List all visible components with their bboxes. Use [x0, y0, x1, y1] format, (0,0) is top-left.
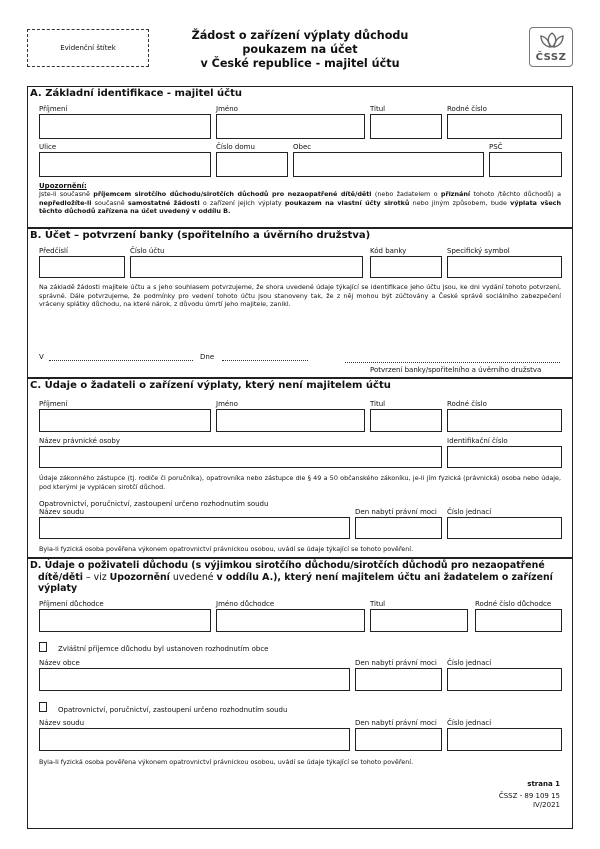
- label-rodne-cislo-duchodce: Rodné číslo důchodce: [475, 600, 552, 608]
- label-cislo-uctu: Číslo účtu: [130, 247, 165, 255]
- section-c-footnote: Byla-li fyzická osoba pověřena výkonem opatrovnictví právnickou osobou, uvádí se údaje týkající se tohoto pověření.: [39, 545, 414, 553]
- section-d: [27, 558, 573, 829]
- label-c-prijmeni: Příjmení: [39, 400, 68, 408]
- section-d-title: [30, 560, 562, 595]
- input-obec[interactable]: [293, 152, 484, 177]
- page-footer: [499, 780, 560, 810]
- input-specificky-symbol[interactable]: [447, 256, 562, 278]
- label-prijmeni-duchodce: Příjmení důchodce: [39, 600, 104, 608]
- label-prijmeni: Příjmení: [39, 105, 68, 113]
- label-specificky-symbol: Specifický symbol: [447, 247, 510, 255]
- input-v[interactable]: [49, 360, 193, 361]
- input-c-prijmeni[interactable]: [39, 409, 211, 432]
- input-dne[interactable]: [222, 360, 308, 361]
- section-d-title-line-1: D. Údaje o poživateli důchodu (s výjimkou sirotčího důchodu/sirotčích důchodů pro nezaopatřené: [30, 560, 545, 571]
- input-prijmeni[interactable]: [39, 114, 211, 139]
- label-cislo-domu: Číslo domu: [216, 143, 255, 151]
- evidence-stamp-box: [27, 29, 149, 67]
- label-d-den-nabyti-2: Den nabytí právní moci: [355, 719, 437, 727]
- section-d-footnote: Byla-li fyzická osoba pověřena výkonem opatrovnictví právnickou osobou, uvádí se údaje týkající se tohoto pověření.: [39, 758, 414, 766]
- notice-title: Upozornění:: [39, 182, 87, 190]
- input-prijmeni-duchodce[interactable]: [39, 609, 211, 632]
- input-c-titul[interactable]: [370, 409, 442, 432]
- input-c-den-nabyti[interactable]: [355, 517, 442, 539]
- label-nazev-obce: Název obce: [39, 659, 80, 667]
- input-nazev-pravnicke-osoby[interactable]: [39, 446, 442, 468]
- bank-signature-line[interactable]: [345, 362, 560, 363]
- label-jmeno: Jméno: [216, 105, 238, 113]
- label-kod-banky: Kód banky: [370, 247, 407, 255]
- cssz-logo: [529, 27, 573, 67]
- label-d-cislo-jednaci: Číslo jednací: [447, 659, 492, 667]
- label-rodne-cislo: Rodné číslo: [447, 105, 487, 113]
- input-c-jmeno[interactable]: [216, 409, 365, 432]
- label-c-rodne-cislo: Rodné číslo: [447, 400, 487, 408]
- lotus-icon: [531, 31, 573, 51]
- bank-confirmation-text: Na základě žádosti majitele účtu a s jeho souhlasem potvrzujeme, že shora uvedené údaje týkající se identifikace jeho účtu jsou, ke dni vydání tohoto potvrzení, správné. Dále potvrzujeme, že podmínky pro vedení tohoto účtu jsou stanoveny tak, že z něj mohou být zúčtovány a České správě sociálního zabezpečení vráceny splátky důchodu, na které nárok, z důvodu úmrtí jeho majitele, zanikl.: [39, 283, 561, 309]
- label-titul: Titul: [370, 105, 386, 113]
- label-predcisli: Předčíslí: [39, 247, 68, 255]
- label-c-opatrovnictvi: Opatrovnictví, poručnictví, zastoupení určeno rozhodnutím soudu: [39, 500, 269, 508]
- input-identifikacni-cislo[interactable]: [447, 446, 562, 468]
- label-c-cislo-jednaci: Číslo jednací: [447, 508, 492, 516]
- page-number: strana 1: [527, 780, 560, 788]
- label-d-cislo-jednaci-2: Číslo jednací: [447, 719, 492, 727]
- input-rodne-cislo[interactable]: [447, 114, 562, 139]
- label-c-den-nabyti: Den nabytí právní moci: [355, 508, 437, 516]
- label-psc: PSČ: [489, 143, 503, 151]
- section-b-title: B. Účet – potvrzení banky (spořitelního a úvěrního družstva): [30, 230, 371, 241]
- section-a-title: A. Základní identifikace - majitel účtu: [30, 88, 242, 99]
- title-line-3: v České republice - majitel účtu: [200, 57, 400, 70]
- input-predcisli[interactable]: [39, 256, 125, 278]
- input-kod-banky[interactable]: [370, 256, 442, 278]
- input-nazev-obce[interactable]: [39, 668, 350, 691]
- input-psc[interactable]: [489, 152, 562, 177]
- section-d-title-line-3: výplaty: [38, 583, 78, 594]
- input-jmeno-duchodce[interactable]: [216, 609, 365, 632]
- label-jmeno-duchodce: Jméno důchodce: [216, 600, 275, 608]
- label-d-nazev-soudu: Název soudu: [39, 719, 85, 727]
- input-d-den-nabyti-2[interactable]: [355, 728, 442, 751]
- input-cislo-domu[interactable]: [216, 152, 288, 177]
- input-c-rodne-cislo[interactable]: [447, 409, 562, 432]
- input-cislo-uctu[interactable]: [130, 256, 363, 278]
- section-c-title: C. Údaje o žadateli o zařízení výplaty, který není majitelem účtu: [30, 380, 391, 391]
- label-v: V: [39, 353, 44, 361]
- label-dne: Dne: [200, 353, 215, 361]
- label-zvlastni-prijemce: Zvláštní příjemce důchodu byl ustanoven rozhodnutím obce: [58, 645, 269, 653]
- label-nazev-pravnicke-osoby: Název právnické osoby: [39, 437, 120, 445]
- input-titul[interactable]: [370, 114, 442, 139]
- input-rodne-cislo-duchodce[interactable]: [475, 609, 562, 632]
- form-version: IV/2021: [532, 801, 560, 809]
- input-d-titul[interactable]: [370, 609, 468, 632]
- label-c-titul: Titul: [370, 400, 386, 408]
- checkbox-zvlastni-prijemce[interactable]: [39, 642, 47, 652]
- checkbox-opatrovnictvi[interactable]: [39, 702, 47, 712]
- label-d-opatrovnictvi: Opatrovnictví, poručnictví, zastoupení určeno rozhodnutím soudu: [58, 706, 288, 714]
- label-d-titul: Titul: [370, 600, 386, 608]
- page-title: [180, 29, 420, 71]
- label-bank-signature: Potvrzení banky/spořitelního a úvěrního družstva: [370, 366, 542, 374]
- label-d-den-nabyti: Den nabytí právní moci: [355, 659, 437, 667]
- input-jmeno[interactable]: [216, 114, 365, 139]
- notice-text: Jste-li současně příjemcem sirotčího důchodu/sirotčích důchodů pro nezaopatřené dítě/děti (nebo žadatelem o přiznání tohoto /těchto důchodů) a nepředložíte-li současně samostatné žádosti o zařízení jejich výplaty poukazem na vlastní účty sirotků nebo jiným způsobem, bude výplata všech těchto důchodů zařízena na účet uvedený v oddílu B.: [39, 190, 561, 216]
- input-d-cislo-jednaci[interactable]: [447, 668, 562, 691]
- logo-text: ČSSZ: [535, 52, 567, 63]
- title-line-1: Žádost o zařízení výplaty důchodu: [191, 29, 409, 42]
- input-c-nazev-soudu[interactable]: [39, 517, 350, 539]
- label-identifikacni-cislo: Identifikační číslo: [447, 437, 508, 445]
- form-code: ČSSZ - 89 109 15: [498, 792, 560, 800]
- input-d-den-nabyti[interactable]: [355, 668, 442, 691]
- title-line-2: poukazem na účet: [242, 43, 358, 56]
- evidence-stamp-label: Evidenční štítek: [60, 44, 116, 52]
- input-d-cislo-jednaci-2[interactable]: [447, 728, 562, 751]
- input-ulice[interactable]: [39, 152, 211, 177]
- input-d-nazev-soudu[interactable]: [39, 728, 350, 751]
- label-c-jmeno: Jméno: [216, 400, 238, 408]
- legal-representative-text: Údaje zákonného zástupce (tj. rodiče či poručníka), opatrovníka nebo zástupce dle § 49 a 50 občanského zákoníku, je-li jím fyzická (právnická) osoba nebo údaje, pod kterými je vyplácen sirotčí důchod.: [39, 474, 561, 491]
- section-d-title-line-2: dítě/děti – viz Upozornění uvedené v oddílu A.), který není majitelem účtu ani žadatelem o zařízení: [38, 571, 553, 583]
- label-c-nazev-soudu: Název soudu: [39, 508, 85, 516]
- input-c-cislo-jednaci[interactable]: [447, 517, 562, 539]
- label-ulice: Ulice: [39, 143, 57, 151]
- label-obec: Obec: [293, 143, 312, 151]
